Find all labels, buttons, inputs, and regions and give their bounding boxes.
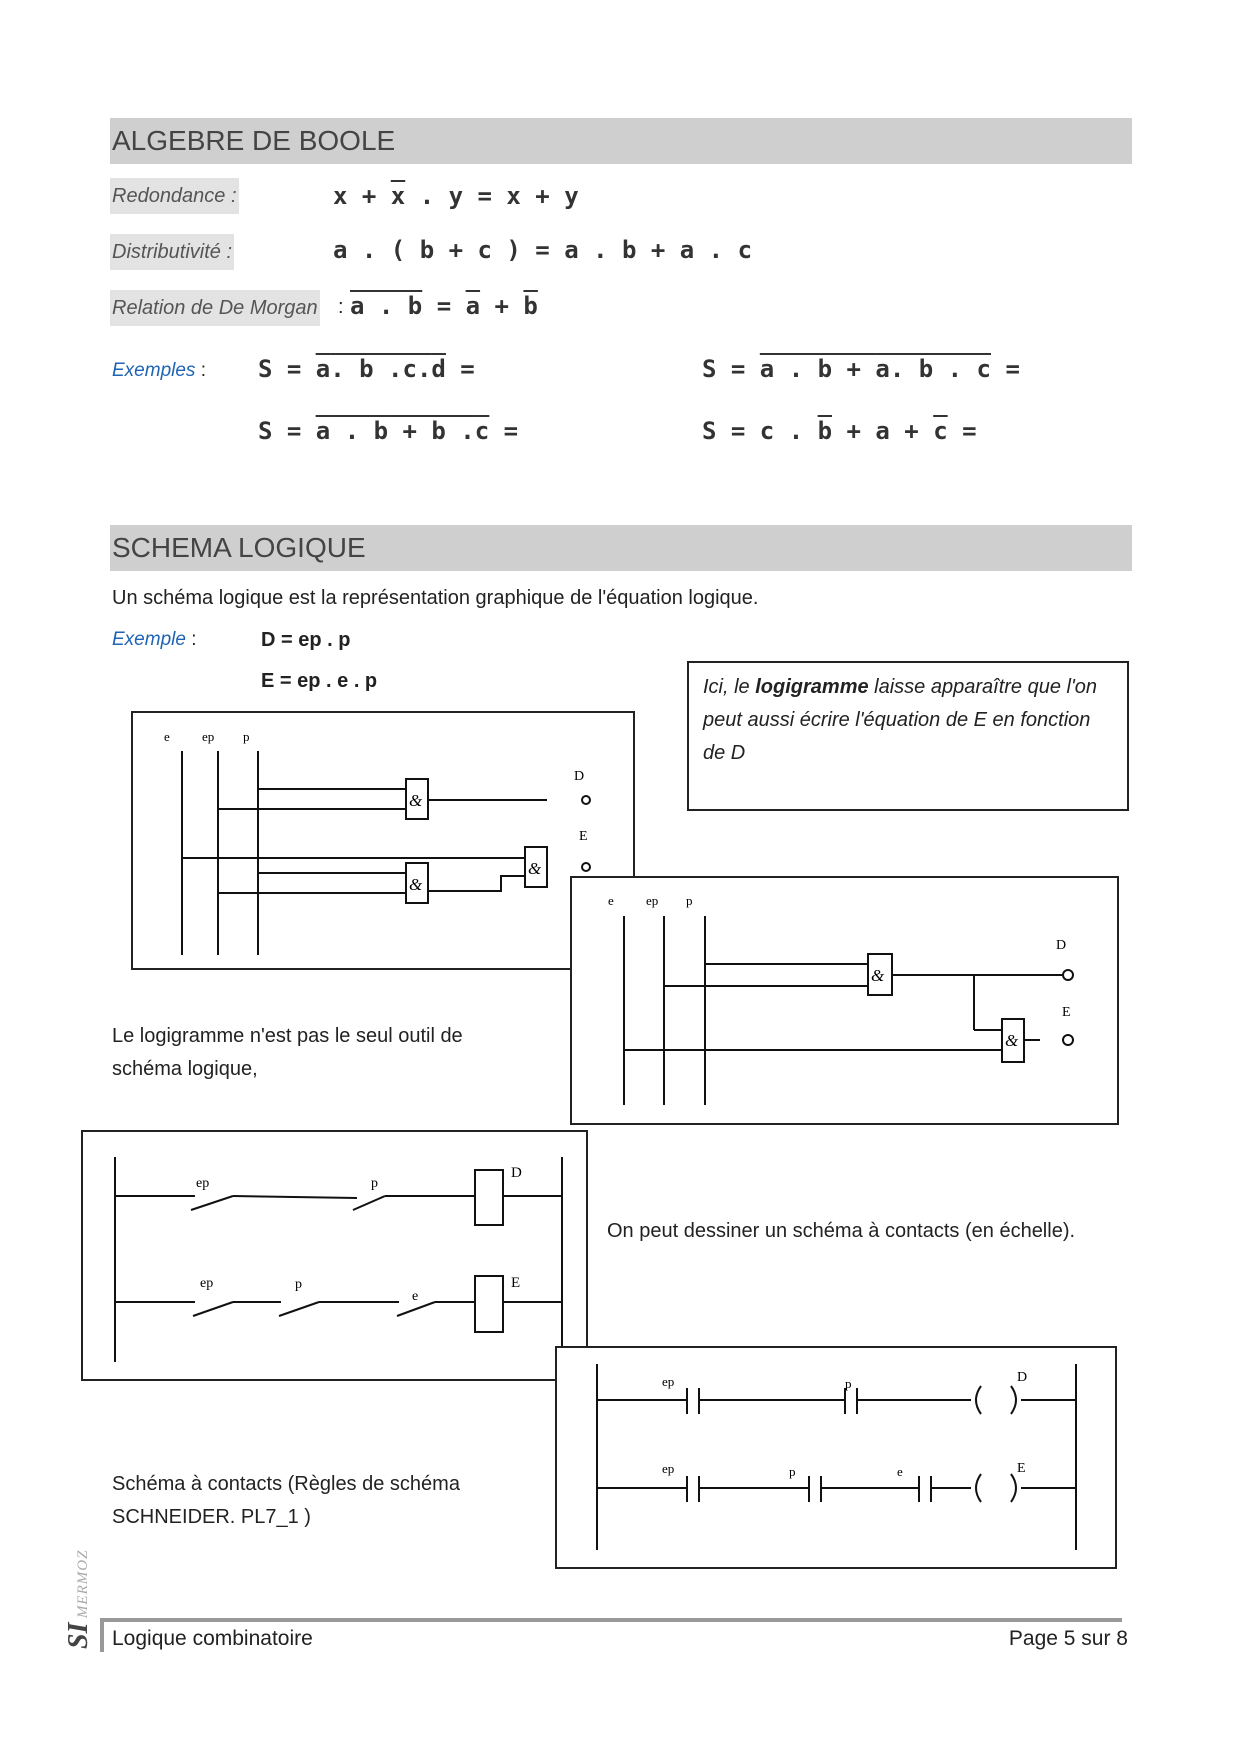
svg-text:ep: ep xyxy=(662,1374,675,1389)
ladder-diagram-1 xyxy=(81,1130,588,1381)
schema-intro: Un schéma logique est la représentation graphique de l'équation logique. xyxy=(112,587,759,609)
svg-text:e: e xyxy=(412,1289,419,1304)
svg-text:E: E xyxy=(1017,1461,1026,1476)
footer-divider xyxy=(100,1618,1122,1622)
footer-page-number: Page 5 sur 8 xyxy=(1008,1627,1128,1650)
svg-text:&: & xyxy=(409,875,423,894)
svg-text:D: D xyxy=(1017,1370,1028,1385)
ladder-diagram-2 xyxy=(555,1346,1117,1569)
svg-text:p: p xyxy=(789,1464,796,1479)
svg-text:&: & xyxy=(871,966,885,985)
input-label-p: p xyxy=(243,729,250,744)
label-de-morgan: Relation de De Morgan xyxy=(110,290,320,326)
example-2: S = a . b + a. b . c = xyxy=(702,355,1020,383)
label-distributivite: Distributivité : xyxy=(110,234,234,270)
footer-title: Logique combinatoire xyxy=(112,1627,313,1650)
output-label-e: E xyxy=(579,829,588,844)
equation-d: D = ep . p xyxy=(261,629,351,651)
svg-text:ep: ep xyxy=(662,1461,675,1476)
svg-text:ep: ep xyxy=(200,1276,214,1291)
label-redondance: Redondance : xyxy=(110,178,239,214)
svg-text:e: e xyxy=(608,893,614,908)
input-label-ep: ep xyxy=(202,729,215,744)
equation-de-morgan: a . $b = \overline{a} + \overline{b}$ xyxy=(350,292,538,320)
section-header-schema: SCHEMA LOGIQUE xyxy=(110,525,1132,571)
exemple-label: Exemple : xyxy=(112,629,197,650)
svg-text:&: & xyxy=(409,791,423,810)
para-ladder: On peut dessiner un schéma à contacts (en échelle). xyxy=(607,1220,1076,1242)
logigramme-2 xyxy=(570,876,1119,1125)
colon: : xyxy=(338,296,344,318)
svg-text:ep: ep xyxy=(646,893,659,908)
svg-text:e: e xyxy=(897,1464,903,1479)
exemples-label: Exemples : xyxy=(112,360,206,381)
example-1: S = a. b .c.d = xyxy=(258,355,475,383)
output-label-d: D xyxy=(574,769,585,784)
svg-text:D: D xyxy=(511,1165,522,1181)
equation-distributivite: a . ( b + c ) = a . b + a . c xyxy=(333,236,753,264)
section-header-boole: ALGEBRE DE BOOLE xyxy=(110,118,1132,164)
svg-text:E: E xyxy=(511,1275,521,1291)
para-logigramme: Le logigramme n'est pas le seul outil de schéma logique, xyxy=(112,1025,463,1080)
svg-text:D: D xyxy=(1056,938,1067,953)
example-3: S = a . b + b .c = xyxy=(258,417,519,445)
logigramme-1 xyxy=(131,711,635,970)
para-schneider: Schéma à contacts (Règles de schéma SCHNEIDER. PL7_1 ) xyxy=(112,1473,460,1528)
example-4: S = c . $\overline{b} + a + \overline{c}$ = xyxy=(702,417,977,445)
svg-text:ep: ep xyxy=(196,1176,210,1191)
svg-text:p: p xyxy=(845,1376,852,1391)
equation-redondance: $x + \overline{x}$ . y = x + y xyxy=(333,182,579,210)
brand-logo: SI MERMOZ xyxy=(63,1549,94,1649)
svg-text:&: & xyxy=(1005,1031,1019,1050)
svg-text:p: p xyxy=(371,1176,378,1191)
equation-e: E = ep . e . p xyxy=(261,670,378,692)
svg-text:p: p xyxy=(295,1277,302,1292)
svg-text:&: & xyxy=(528,859,542,878)
footer-divider-vertical xyxy=(100,1618,104,1652)
svg-text:E: E xyxy=(1062,1005,1071,1020)
input-label-e: e xyxy=(164,729,170,744)
svg-text:p: p xyxy=(686,893,693,908)
note-box: Ici, le logigramme laisse apparaître que l'on peut aussi écrire l'équation de E en fonction de D xyxy=(687,661,1129,811)
